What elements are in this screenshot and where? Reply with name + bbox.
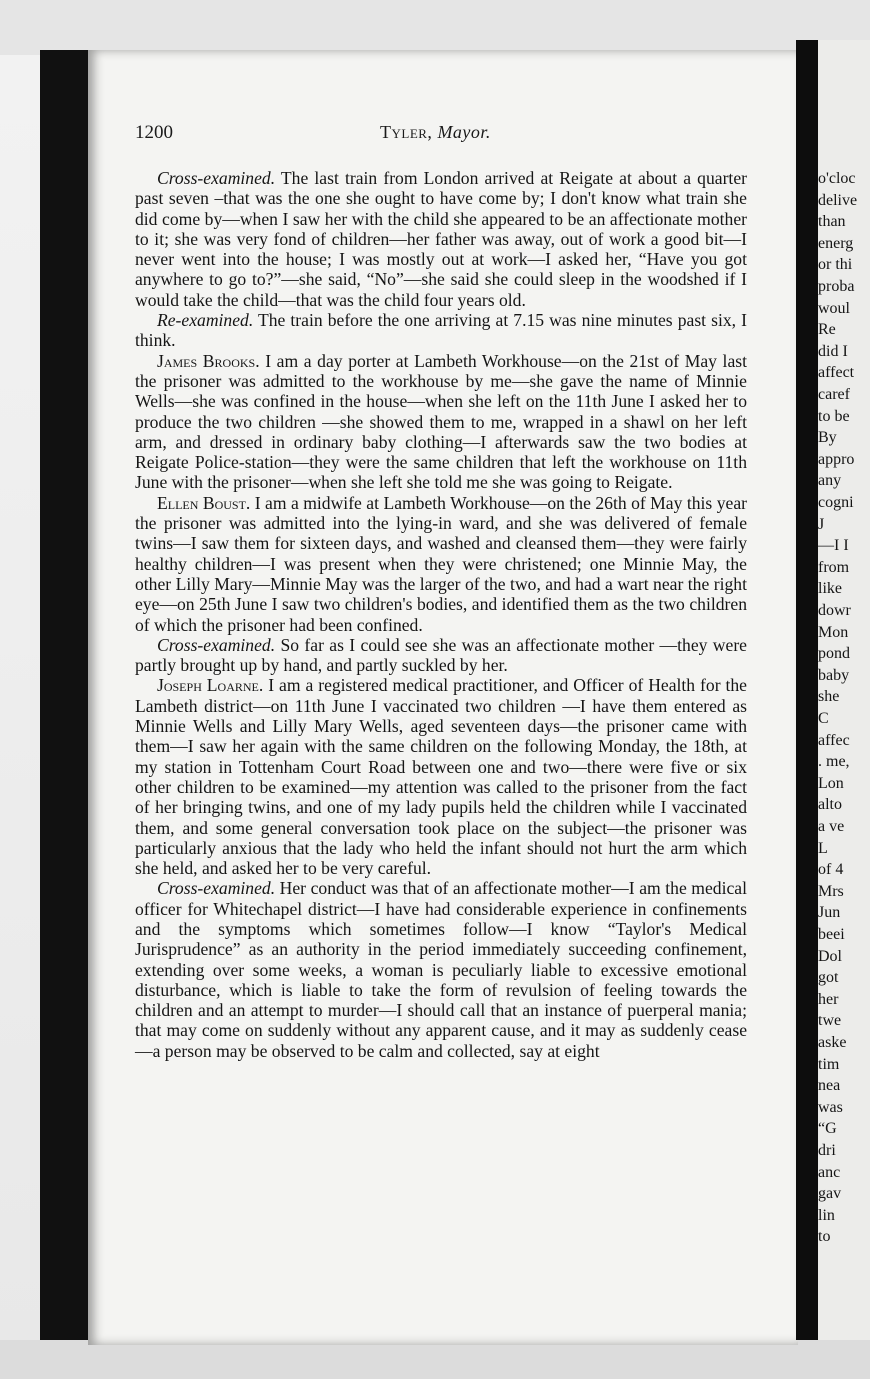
facing-page-fragment: dowr — [818, 602, 851, 619]
facing-page-fragment: affec — [818, 731, 850, 749]
paragraph-lead: Ellen Boust. — [157, 492, 251, 513]
facing-page-fragment: twe — [818, 1012, 842, 1030]
paragraph-text: So far as I could see she was an affectionate mother —they were partly brought up by hand, and partly suckled by her. — [135, 634, 747, 676]
facing-page-fragment: or thi — [818, 256, 853, 274]
facing-page — [818, 40, 870, 1340]
paragraph-lead: Cross-examined. — [157, 634, 276, 655]
facing-page-fragment: Lon — [818, 774, 844, 792]
facing-page-fragment: anc — [818, 1163, 841, 1181]
paragraph-text: Her conduct was that of an affectionate mother—I am the medical officer for Whitechapel district—I have had considerable experience in confinements and the symptoms which sometimes follow—I know “Taylor's Medical Jurisprudence” as an authority in the period immediately succeeding confinement, extending over some weeks, a woman is peculiarly liable to excessive emotional disturbance, which is liable to take the form of revulsion of feeling towards the children and an attempt to murder—I should call that an instance of puerperal mania; that may come on suddenly without any apparent cause, and it may as suddenly cease—a person may be observed to be calm and collected, say at eight — [135, 878, 747, 1061]
paragraph-lead: Re-examined. — [157, 310, 254, 331]
facing-page-fragment: L — [818, 839, 828, 857]
facing-page-fragment: got — [818, 969, 839, 987]
paragraph-text: I am a midwife at Lambeth Workhouse—on the 26th of May this year the prisoner was admitted into the lying-in ward, and she was delivered of female twins—I saw them for sixteen days, and washed and cleansed them—they were fairly healthy children—I was present when they were christened; one Minnie May, the other Lilly Mary—Minnie May was the larger of the two, and had a wart near the right eye—on 25th June I saw two children's bodies, and identified them as the two children of which the prisoner had been confined. — [135, 492, 747, 635]
paragraph — [135, 635, 747, 676]
facing-page-fragment: Jun — [818, 904, 841, 922]
running-head — [380, 122, 491, 143]
facing-page-fragment: Dol — [818, 947, 842, 965]
facing-page-fragment: tim — [818, 1055, 840, 1073]
scan-bottom-edge — [0, 1340, 870, 1379]
facing-page-fragment: gav — [818, 1185, 842, 1203]
facing-page-fragment: caref — [818, 386, 850, 403]
paragraph-lead: James Brooks. — [157, 350, 260, 371]
paragraph — [135, 351, 747, 493]
paragraph-lead: Cross-examined. — [157, 878, 276, 899]
facing-page-fragment: . me, — [818, 753, 850, 771]
paragraph-text: I am a day porter at Lambeth Workhouse—on the 21st of May last the prisoner was admitted to the workhouse by me—she gave the name of Minnie Wells—she was confined in the house—when she left on the 11th June I asked her to produce the two children —she showed them to me, wrapped in a shawl on her left arm, and dressed in ordinary baby clothing—I afterwards saw the two bodies at Reigate Police-station—they were the same children that left the workhouse on 11th June with the prisoner—when she left she told me she was going to Reigate. — [135, 350, 747, 493]
facing-page-fragment: By — [818, 429, 837, 447]
scan-top-edge — [0, 0, 870, 55]
paragraph-text: The last train from London arrived at Reigate at about a quarter past seven –that was the one she ought to have come by; I don't know what train she did come by—when I saw her with the child she appeared to be an affectionate mother to it; she was very fond of children—her father was away, out of work a good bit—I never went into the house; I was mostly out at work—I asked her, “Have you got anywhere to go to?”—she said, “No”—she said she could sleep in the woodshed if I would take the child—that was the child four years old. — [135, 168, 747, 310]
book-gutter — [796, 40, 818, 1340]
paragraph-lead: Cross-examined. — [157, 168, 276, 188]
left-book-edge — [40, 50, 90, 1340]
facing-page-fragment: aske — [818, 1034, 847, 1051]
facing-page-fragment: “G — [818, 1120, 837, 1138]
facing-page-fragment: J — [818, 515, 825, 533]
facing-page-fragment: she — [818, 688, 840, 706]
facing-page-fragment: from — [818, 558, 850, 576]
facing-page-fragment: energ — [818, 234, 854, 252]
facing-page-fragment: than — [818, 213, 846, 231]
facing-page-fragment: lin — [818, 1206, 835, 1224]
facing-page-fragment: any — [818, 472, 842, 490]
paragraph — [135, 168, 747, 310]
facing-page-fragment: dri — [818, 1142, 836, 1159]
running-head-title: Mayor. — [437, 122, 491, 142]
running-head-name: Tyler, — [380, 122, 433, 142]
page-number: 1200 — [135, 122, 173, 143]
paragraph — [135, 878, 747, 1061]
page-body-text — [135, 168, 747, 1061]
paragraph — [135, 310, 747, 351]
facing-page-fragment: delive — [818, 191, 858, 209]
facing-page-fragment: was — [818, 1098, 843, 1116]
facing-page-fragment: woul — [818, 299, 850, 317]
facing-page-fragment: Re — [818, 321, 836, 339]
paragraph — [135, 493, 747, 635]
facing-page-fragment: her — [818, 990, 839, 1008]
facing-page-fragment: o'cloc — [818, 170, 856, 187]
facing-page-fragment: beei — [818, 926, 845, 943]
page-header — [135, 122, 745, 148]
facing-page-fragment: Mon — [818, 623, 849, 641]
paragraph — [135, 675, 747, 878]
facing-page-fragment: nea — [818, 1077, 841, 1095]
facing-page-fragment: did I — [818, 342, 848, 360]
facing-page-fragment: C — [818, 710, 829, 727]
facing-page-fragment: of 4 — [818, 861, 844, 879]
facing-page-fragment: a ve — [818, 818, 845, 835]
paragraph-lead: Joseph Loarne. — [157, 675, 264, 696]
facing-page-fragment: appro — [818, 450, 855, 468]
paragraph-text: The train before the one arriving at 7.15 was nine minutes past six, I think. — [135, 310, 747, 351]
facing-page-fragment: like — [818, 580, 842, 598]
facing-page-fragment: to be — [818, 407, 850, 425]
facing-page-fragment: —I I — [818, 537, 849, 555]
paragraph-text: I am a registered medical practitioner, and Officer of Health for the Lambeth district—on 11th June I vaccinated two children —I have them entered as Minnie Wells and Lilly Mary Wells, aged seventeen days—the prisoner came with them—I saw her again with the same children on the following Monday, the 18th, at my station in Tottenham Court Road between one and two—there were five or six other children to be examined—my attention was called to the prisoner from the fact of her bringing twins, and one of my lady pupils held the children while I vaccinated them, and some general conversation took place on the subject—the prisoner was particularly anxious that the lady who held the infant should not hurt the arm which she held, and asked her to be very careful. — [135, 675, 747, 879]
facing-page-fragment: to — [818, 1228, 831, 1246]
facing-page-fragment: Mrs — [818, 882, 844, 900]
facing-page-fragment: baby — [818, 666, 850, 684]
facing-page-fragment: alto — [818, 796, 842, 814]
facing-page-fragment: pond — [818, 645, 850, 663]
facing-page-fragment: cogni — [818, 494, 854, 511]
facing-page-fragment: proba — [818, 278, 855, 295]
facing-page-fragment: affect — [818, 364, 855, 382]
